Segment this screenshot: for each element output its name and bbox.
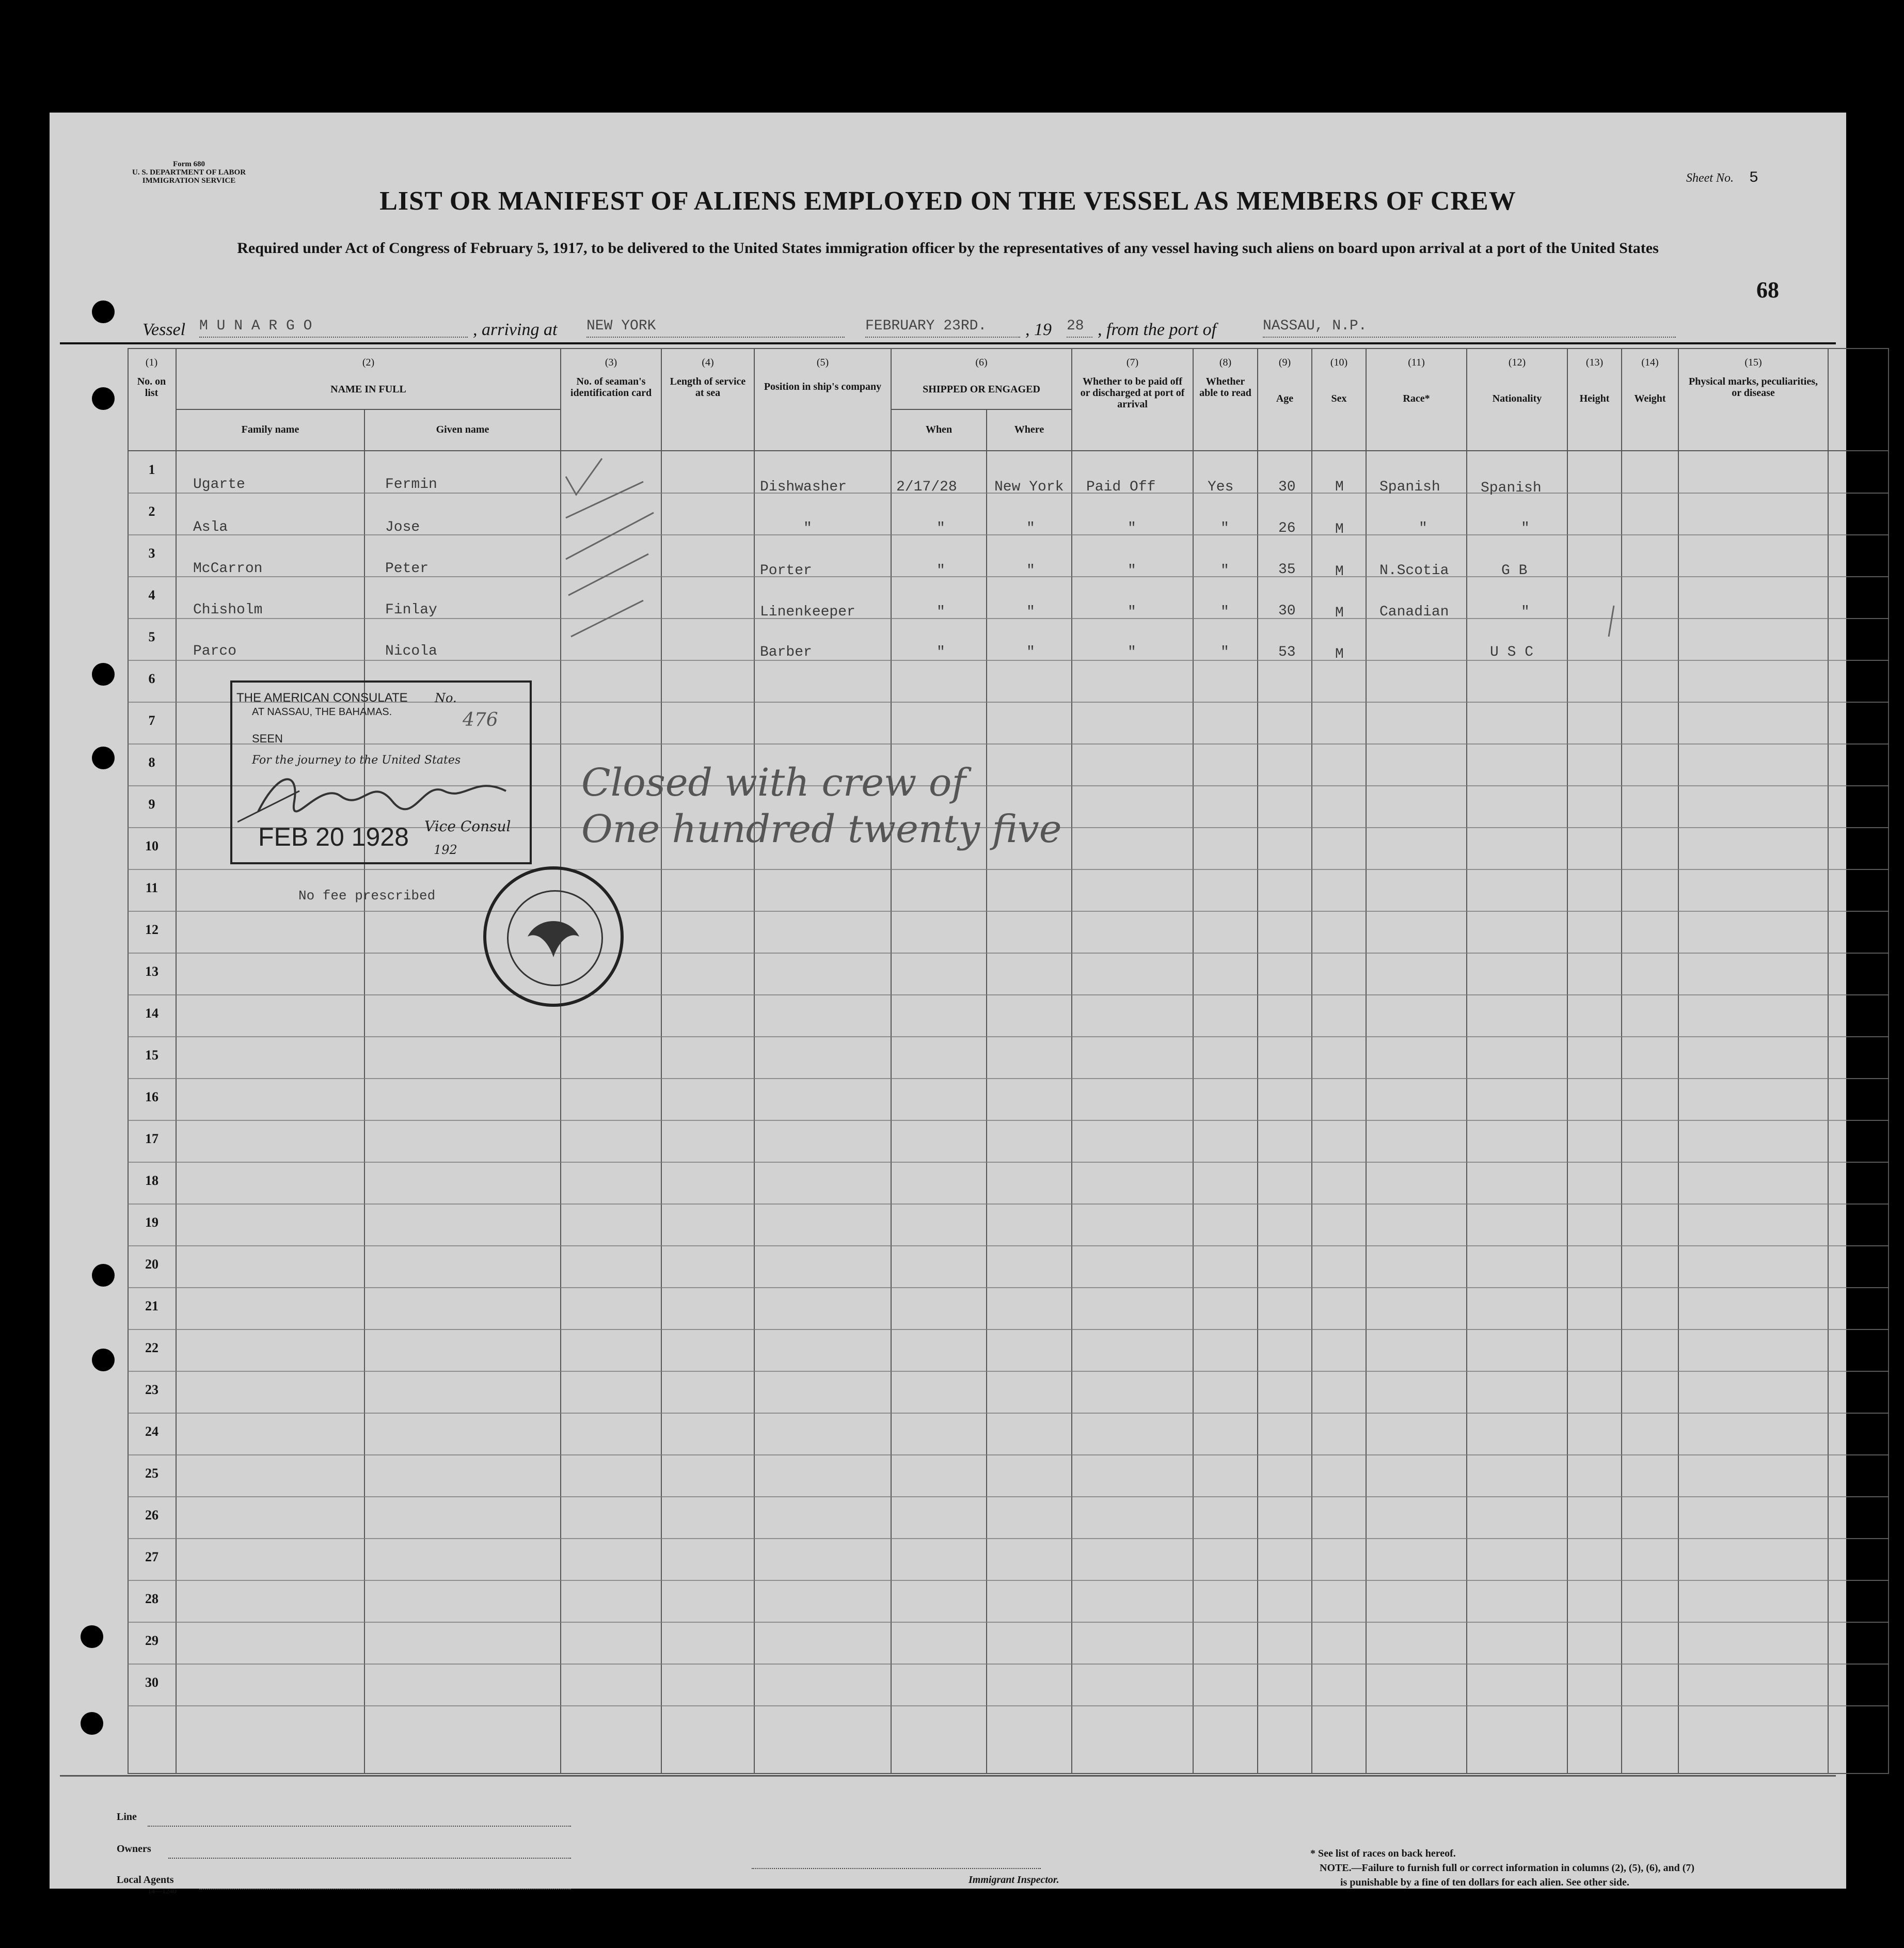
row4-when: " <box>937 604 945 620</box>
row-number: 18 <box>145 1173 158 1188</box>
row5-paid: " <box>1128 644 1136 660</box>
punch-hole <box>92 1349 115 1371</box>
row-number: 13 <box>145 964 158 979</box>
col-head-paid-off: Whether to be paid off or discharged at port of arrival <box>1080 376 1185 410</box>
row-number: 15 <box>145 1048 158 1063</box>
row2-paid: " <box>1128 520 1136 536</box>
row-number: 4 <box>148 588 155 603</box>
row-number: 7 <box>148 713 155 728</box>
row5-nationality: U S C <box>1490 644 1534 660</box>
row-number: 23 <box>145 1382 158 1397</box>
row1-age: 30 <box>1278 479 1296 495</box>
row4-nationality: " <box>1521 604 1530 620</box>
sheet-number-value: 5 <box>1749 169 1758 187</box>
col-num-2: (2) <box>362 357 375 368</box>
row4-race: Canadian <box>1379 604 1449 620</box>
row-number: 22 <box>145 1340 158 1355</box>
col-num-1: (1) <box>145 357 158 368</box>
from-port: NASSAU, N.P. <box>1263 318 1676 338</box>
stamp-date: FEB 20 1928 <box>258 822 409 851</box>
vessel-line <box>142 315 1795 351</box>
row-number: 12 <box>145 922 158 937</box>
arrival-year: 28 <box>1067 318 1092 338</box>
footer-line-rule <box>148 1826 571 1827</box>
punch-hole <box>92 1264 115 1287</box>
row3-position: Porter <box>760 563 812 579</box>
row4-read: " <box>1220 604 1229 620</box>
row2-where: " <box>1026 520 1035 536</box>
row1-read: Yes <box>1208 479 1234 495</box>
row1-paid: Paid Off <box>1086 479 1156 495</box>
row-number: 16 <box>145 1089 158 1104</box>
col-head-height: Height <box>1579 393 1610 404</box>
row4-family: Chisholm <box>193 602 263 618</box>
row5-read: " <box>1220 644 1229 660</box>
footer-agents-rule <box>199 1889 571 1890</box>
row3-when: " <box>937 563 945 579</box>
col-num-3: (3) <box>605 357 617 368</box>
col-num-13: (13) <box>1585 357 1604 368</box>
races-note: * See list of races on back hereof. <box>1310 1848 1456 1859</box>
row-number: 6 <box>148 671 155 686</box>
form-id-block <box>132 160 246 185</box>
row3-where: " <box>1026 563 1035 579</box>
col-head-race: Race* <box>1403 393 1430 404</box>
col-head-length: Length of service at sea <box>670 376 746 399</box>
row1-sex: M <box>1335 479 1344 495</box>
col-head-physical: Physical marks, peculiarities, or disease <box>1689 376 1818 399</box>
footer-agents-label: Local Agents <box>117 1874 174 1886</box>
row4-position: Linenkeeper <box>760 604 855 620</box>
row5-position: Barber <box>760 644 812 660</box>
col-head-shipped: SHIPPED OR ENGAGED <box>923 384 1040 395</box>
department-name: U. S. DEPARTMENT OF LABOR <box>132 168 246 177</box>
arrival-date: FEBRUARY 23RD. <box>865 318 1020 338</box>
row3-nationality: G B <box>1501 563 1528 579</box>
row5-when: " <box>937 644 945 660</box>
inspector-rule <box>752 1868 1041 1869</box>
col-head-name: NAME IN FULL <box>330 384 406 395</box>
punch-hole <box>92 387 115 410</box>
row2-race: " <box>1419 520 1427 536</box>
row-number: 1 <box>148 462 155 477</box>
inspector-label: Immigrant Inspector. <box>969 1874 1059 1886</box>
arriving-port: NEW YORK <box>586 318 845 338</box>
page-subtitle: Required under Act of Congress of February 5, 1917, to be delivered to the United States immigration officer by the representatives of any vessel having such aliens on board upon arrival at a port of the United States <box>237 240 1659 257</box>
row2-when: " <box>937 520 945 536</box>
footer-divider <box>60 1775 1836 1777</box>
row1-when: 2/17/28 <box>896 479 957 495</box>
arriving-label: , arriving at <box>473 320 558 339</box>
col-head-position: Position in ship's company <box>764 381 882 392</box>
row-number: 20 <box>145 1257 158 1272</box>
row-number: 3 <box>148 546 155 561</box>
stamp-location: AT NASSAU, THE BAHAMAS. <box>252 706 392 718</box>
row-number: 24 <box>145 1424 158 1439</box>
punch-hole <box>92 747 115 769</box>
row-number: 9 <box>148 797 155 812</box>
row5-where: " <box>1026 644 1035 660</box>
footer-form-code: 14—1240 <box>148 1888 177 1895</box>
stamp-no-label: No. <box>435 691 457 705</box>
row-number: 30 <box>145 1675 158 1690</box>
col-head-weight: Weight <box>1634 393 1666 404</box>
row-number: 2 <box>148 504 155 519</box>
row1-nationality: Spanish <box>1481 480 1542 496</box>
footer-owners-label: Owners <box>117 1843 151 1855</box>
vessel-label: Vessel <box>142 320 186 339</box>
closed-note-line2: One hundred twenty five <box>581 807 1062 851</box>
row1-family: Ugarte <box>193 477 245 493</box>
stamp-consulate-line: THE AMERICAN CONSULATE <box>236 691 408 705</box>
stamp-no-value: 476 <box>463 709 498 731</box>
row-number: 26 <box>145 1508 158 1523</box>
row4-paid: " <box>1128 604 1136 620</box>
fine-note-2: is punishable by a fine of ten dollars for each alien. See other side. <box>1340 1877 1629 1888</box>
stamp-vice-consul: Vice Consul <box>424 818 511 835</box>
closed-note-line1: Closed with crew of <box>581 761 966 805</box>
row-number: 10 <box>145 838 158 853</box>
col-head-family: Family name <box>241 424 299 435</box>
row3-sex: M <box>1335 564 1344 580</box>
row2-given: Jose <box>385 519 420 535</box>
footer-line-label: Line <box>117 1811 137 1823</box>
row-number: 27 <box>145 1549 158 1564</box>
row3-age: 35 <box>1278 562 1296 578</box>
row5-family: Parco <box>193 643 237 659</box>
row4-age: 30 <box>1278 603 1296 619</box>
row-number: 8 <box>148 755 155 770</box>
row-number: 5 <box>148 629 155 644</box>
row2-nationality: " <box>1521 520 1530 536</box>
row-number: 25 <box>145 1466 158 1481</box>
from-label: , from the port of <box>1098 320 1217 339</box>
row3-race: N.Scotia <box>1379 563 1449 579</box>
row-number: 21 <box>145 1298 158 1313</box>
eagle-icon <box>517 906 590 968</box>
row4-sex: M <box>1335 605 1344 621</box>
stamp-year: 192 <box>434 843 457 857</box>
row4-where: " <box>1026 604 1035 620</box>
row2-family: Asla <box>193 519 228 535</box>
col-head-where: Where <box>1014 424 1044 435</box>
row5-age: 53 <box>1278 644 1296 660</box>
stamp-seen: SEEN <box>252 732 283 745</box>
row2-read: " <box>1220 520 1229 536</box>
consulate-stamp <box>230 680 532 864</box>
col-num-15: (15) <box>1744 357 1762 368</box>
row1-given: Fermin <box>385 477 437 493</box>
col-head-given: Given name <box>436 424 489 435</box>
col-num-9: (9) <box>1278 357 1291 368</box>
form-number: Form 680 <box>172 160 205 168</box>
vessel-name: M U N A R G O <box>199 318 468 338</box>
footer-owners-rule <box>168 1858 571 1859</box>
punch-hole <box>92 663 115 686</box>
row1-position: Dishwasher <box>760 479 847 495</box>
col-num-10: (10) <box>1330 357 1348 368</box>
punch-hole <box>81 1712 103 1735</box>
row-number: 17 <box>145 1131 158 1146</box>
col-head-id-card: No. of seaman's identification card <box>570 376 652 399</box>
row-number: 28 <box>145 1591 158 1606</box>
row3-read: " <box>1220 563 1229 579</box>
sheet-number-label: Sheet No. <box>1686 171 1734 185</box>
col-num-11: (11) <box>1408 357 1425 368</box>
row-number: 29 <box>145 1633 158 1648</box>
page-number: 68 <box>1756 277 1779 303</box>
col-head-nationality: Nationality <box>1492 393 1542 404</box>
row-number: 19 <box>145 1215 158 1230</box>
manifest-sheet <box>50 113 1846 1895</box>
fee-note: No fee prescribed <box>298 888 436 904</box>
row4-given: Finlay <box>385 602 437 618</box>
col-head-age: Age <box>1276 393 1294 404</box>
row3-given: Peter <box>385 561 429 577</box>
col-num-14: (14) <box>1641 357 1659 368</box>
punch-hole <box>81 1625 103 1648</box>
vice-consul-signature <box>237 760 527 827</box>
row3-family: McCarron <box>193 561 263 577</box>
page-title: LIST OR MANIFEST OF ALIENS EMPLOYED ON THE VESSEL AS MEMBERS OF CREW <box>379 186 1516 216</box>
row2-age: 26 <box>1278 520 1296 536</box>
col-num-6: (6) <box>975 357 988 368</box>
col-head-sex: Sex <box>1331 393 1347 404</box>
col-head-no: No. on list <box>137 376 166 399</box>
stamp-journey: For the journey to the United States <box>252 754 461 767</box>
consulate-seal <box>483 866 624 1007</box>
row3-paid: " <box>1128 563 1136 579</box>
col-head-read: Whether able to read <box>1199 376 1251 399</box>
col-head-when: When <box>925 424 953 435</box>
punch-hole <box>92 300 115 323</box>
row2-position: " <box>803 520 812 536</box>
col-num-8: (8) <box>1219 357 1232 368</box>
row1-where: New York <box>994 479 1064 495</box>
col-num-7: (7) <box>1126 357 1139 368</box>
row5-given: Nicola <box>385 643 437 659</box>
year-label: , 19 <box>1025 320 1052 339</box>
service-name: IMMIGRATION SERVICE <box>142 177 236 185</box>
row1-race: Spanish <box>1379 479 1440 495</box>
row-number: 11 <box>145 880 158 895</box>
fine-note-1: NOTE.—Failure to furnish full or correct information in columns (2), (5), (6), and (7) <box>1320 1862 1695 1874</box>
row2-sex: M <box>1335 521 1344 537</box>
header-divider <box>60 342 1836 344</box>
col-num-5: (5) <box>816 357 829 368</box>
row5-sex: M <box>1335 646 1344 662</box>
row-number: 14 <box>145 1006 158 1021</box>
col-num-12: (12) <box>1508 357 1526 368</box>
sheet-number <box>1686 169 1758 187</box>
col-num-4: (4) <box>702 357 714 368</box>
